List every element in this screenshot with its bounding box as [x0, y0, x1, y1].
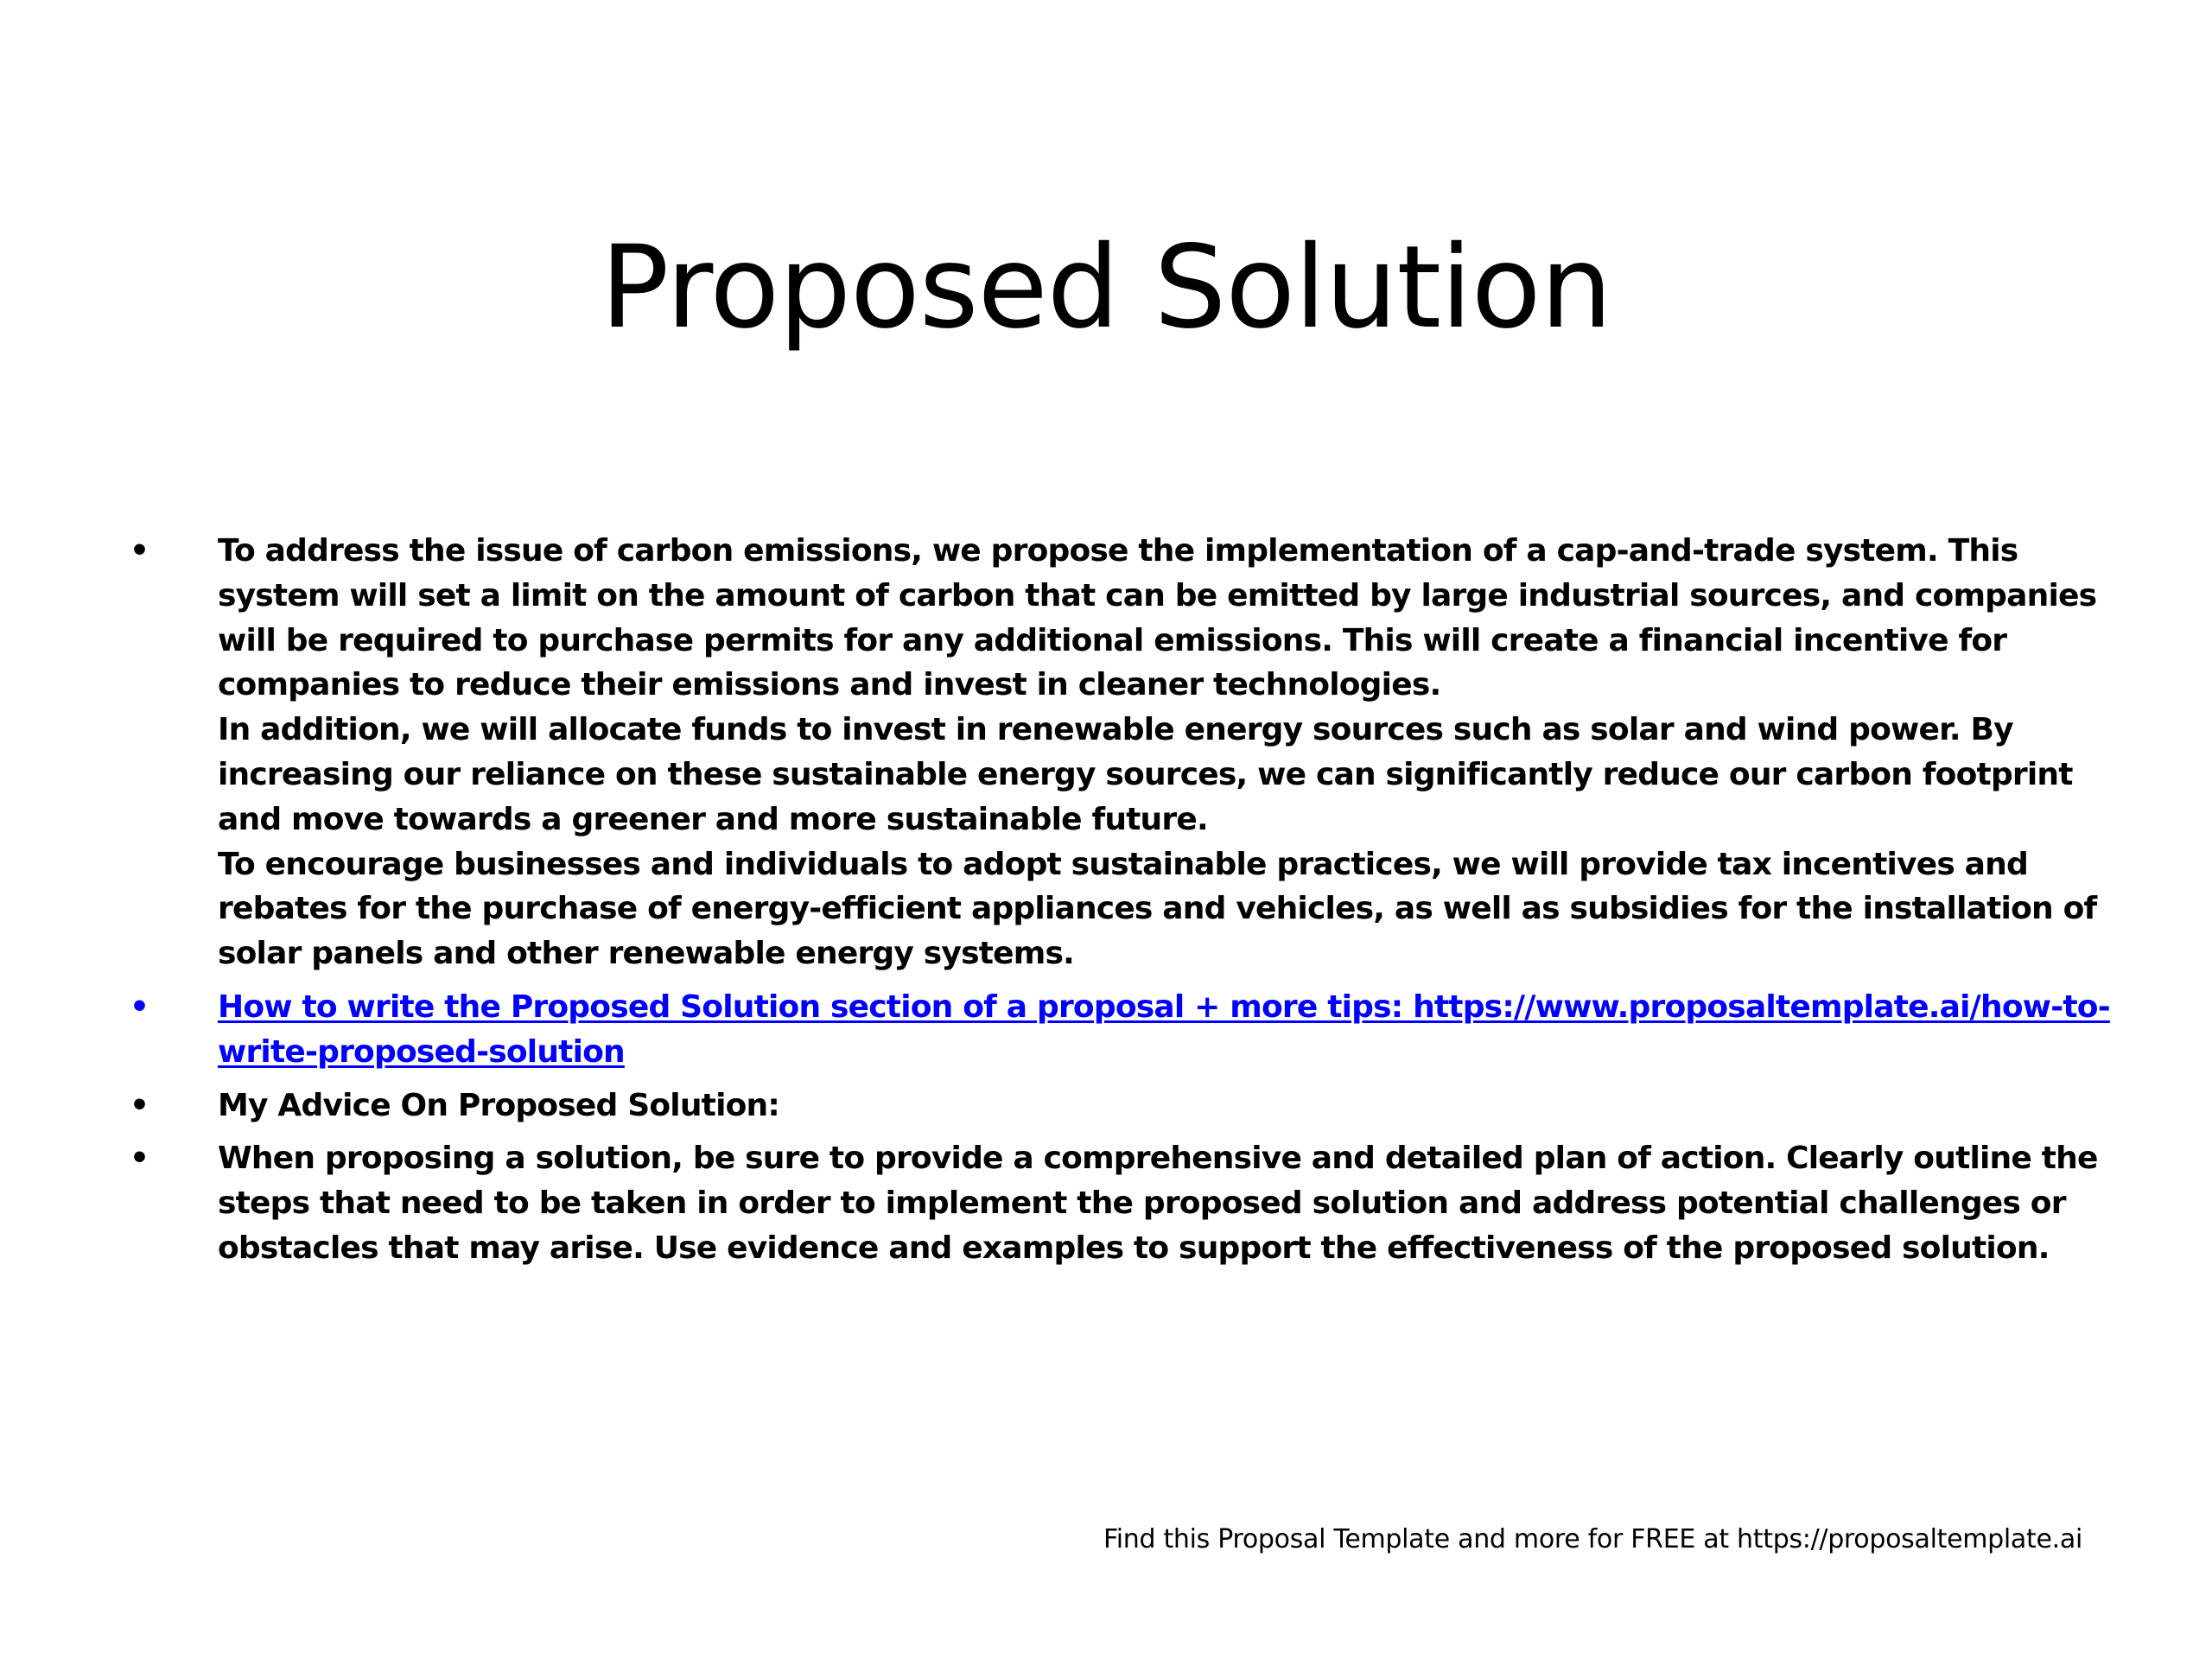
advice-heading: My Advice On Proposed Solution:	[218, 1087, 779, 1123]
how-to-write-link[interactable]: How to write the Proposed Solution section of a proposal + more tips: https://www.proposaltemplate.ai/how-to-write-proposed-solution	[218, 988, 2110, 1070]
bullet-marker: •	[130, 1087, 149, 1123]
paragraph-cap-and-trade: To address the issue of carbon emissions, we propose the implementation of a cap-and-trade system. This system will set a limit on the amount of carbon that can be emitted by large industrial sources, and companies will be required to purchase permits for any additional emissions. This will create a financial incentive for companies to reduce their emissions and invest in cleaner technologies.	[218, 533, 2097, 703]
bullet-marker: •	[130, 533, 149, 569]
bullet-item-proposal	[130, 529, 2117, 976]
bullet-marker: •	[130, 1141, 149, 1177]
bullet-item-advice-heading	[130, 1084, 2117, 1128]
bullet-marker: •	[130, 988, 149, 1025]
paragraph-tax-incentives: To encourage businesses and individuals to adopt sustainable practices, we will provide tax incentives and rebates for the purchase of energy-efficient appliances and vehicles, as well as subsidies for the installation of solar panels and other renewable energy systems.	[218, 846, 2097, 972]
slide-title: Proposed Solution	[600, 221, 1612, 355]
bullet-item-advice-body	[130, 1136, 2117, 1270]
footer-note: Find this Proposal Template and more for FREE at https://proposaltemplate.ai	[1103, 1524, 2082, 1554]
paragraph-renewable-energy: In addition, we will allocate funds to invest in renewable energy sources such as solar and wind power. By increasing our reliance on these sustainable energy sources, we can significantly reduce our carbon footprint and move towards a greener and more sustainable future.	[218, 712, 2073, 837]
bullet-list	[130, 529, 2117, 1280]
bullet-item-link	[130, 985, 2117, 1075]
advice-body: When proposing a solution, be sure to provide a comprehensive and detailed plan of action. Clearly outline the steps that need to be taken in order to implement the proposed solution and address potential challenges or obstacles that may arise. Use evidence and examples to support the effectiveness of the proposed solution.	[218, 1141, 2098, 1266]
